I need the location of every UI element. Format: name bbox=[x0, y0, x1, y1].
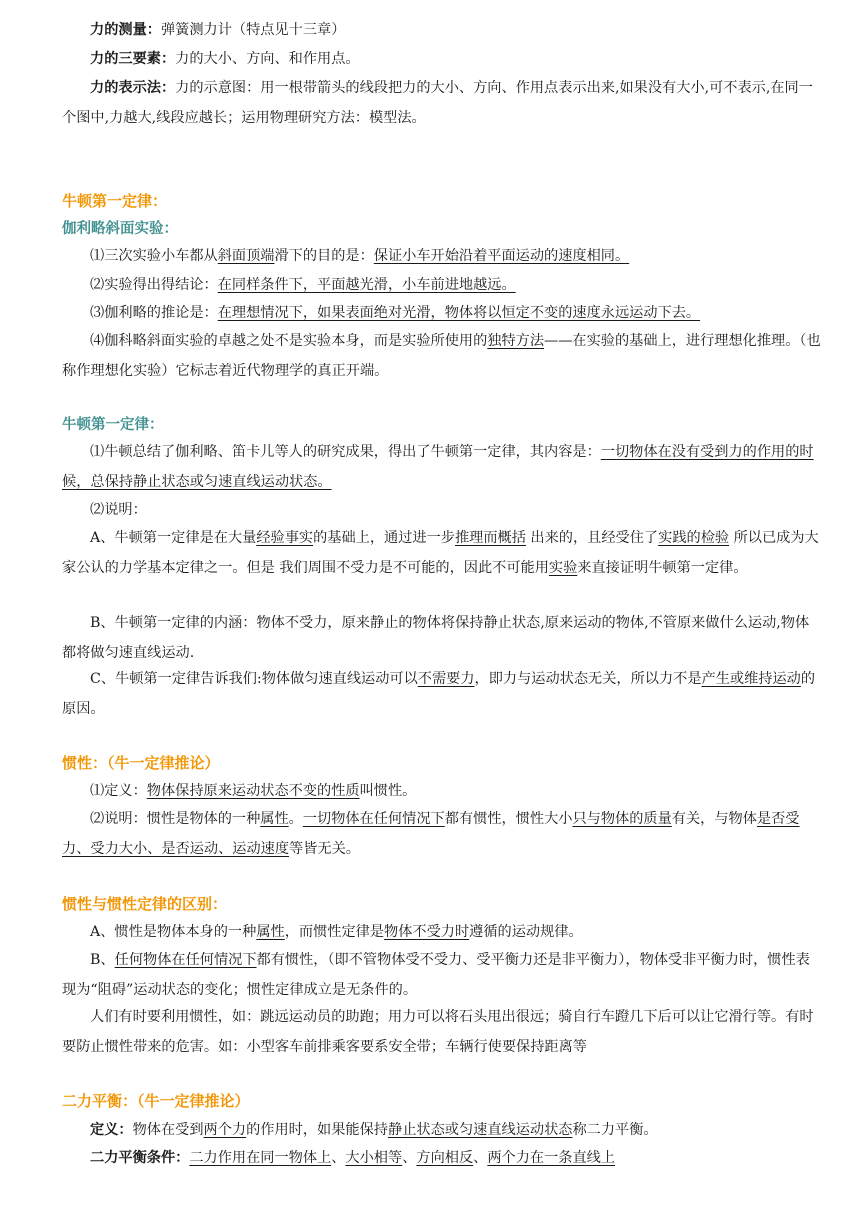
text: ，而惯性定律是 bbox=[284, 924, 385, 940]
newton-law-subheading: 牛顿第一定律： bbox=[62, 417, 164, 433]
underlined-text: 斜面顶端 bbox=[217, 248, 275, 264]
newton-law-explanation-label: ⑵说明： bbox=[90, 502, 147, 518]
force-measure-line bbox=[62, 16, 822, 46]
underlined-text: 独特方法 bbox=[487, 333, 545, 349]
galileo-heading: 伽利略斜面实验： bbox=[62, 221, 178, 237]
underlined-text: 任何物体在任何情况下 bbox=[114, 952, 257, 968]
text: A、牛顿第一定律是在大量 bbox=[90, 530, 257, 546]
text: ⑴定义： bbox=[90, 783, 147, 799]
newton-law-point-b: B、牛顿第一定律的内涵：物体不受力，原来静止的物体将保持静止状态,原来运动的物体,不管原来做什么运动,物体都将做匀速直线运动. bbox=[62, 615, 810, 661]
underlined-text: 经验事实 bbox=[256, 530, 314, 546]
underlined-text: 静止状态或匀速直线运动状态 bbox=[388, 1122, 573, 1138]
text: 都有惯性，惯性大小 bbox=[444, 811, 573, 827]
galileo-item-4 bbox=[62, 327, 822, 386]
text: 的原因。 bbox=[62, 671, 816, 717]
force-representation-paragraph bbox=[62, 74, 822, 133]
inertia-definition bbox=[62, 777, 822, 807]
underlined-text: 产生或维持运动 bbox=[701, 671, 801, 687]
underlined-text: 二力作用在同一物体上 bbox=[189, 1150, 332, 1166]
text: 有关，与物体 bbox=[671, 811, 757, 827]
underlined-text: 两个力 bbox=[203, 1122, 247, 1138]
force-representation-label: 力的表示法： bbox=[90, 80, 176, 96]
difference-point-b bbox=[62, 946, 822, 1005]
text: C、牛顿第一定律告诉我们:物体做匀速直线运动可以 bbox=[90, 671, 418, 687]
newton-first-law-heading: 牛顿第一定律： bbox=[62, 192, 168, 210]
definition-label: 定义： bbox=[90, 1122, 133, 1138]
separator: 、 bbox=[473, 1150, 488, 1166]
underlined-text: 属性 bbox=[260, 811, 289, 827]
text: 都有惯性，（即不管物体受不受力、受平衡力还是非平衡力），物体受非平衡力时，惯性表现为“阻碍”运动状态的变化；惯性定律成立是无条件的。 bbox=[62, 952, 810, 998]
text: A、惯性是物体本身的一种 bbox=[90, 924, 257, 940]
underlined-text: 方向相反 bbox=[416, 1150, 474, 1166]
newton-law-content bbox=[62, 438, 822, 497]
text: 遵循的运动规律。 bbox=[469, 924, 583, 940]
conditions-label: 二力平衡条件： bbox=[90, 1150, 190, 1166]
force-representation-text: 力的示意图：用一根带箭头的线段把力的大小、方向、作用点表示出来,如果没有大小,可不表示,在同一个图中,力越大,线段应越长；运用物理研究方法：模型法。 bbox=[62, 80, 813, 126]
text: ⑴三次实验小车都从 bbox=[90, 248, 218, 264]
force-measure-text: 弹簧测力计（特点见十三章） bbox=[160, 22, 346, 38]
underlined-text: 大小相等 bbox=[345, 1150, 403, 1166]
text: 。 bbox=[288, 811, 303, 827]
text: B、 bbox=[90, 952, 115, 968]
force-elements-label: 力的三要素： bbox=[90, 51, 176, 67]
text: 等皆无关。 bbox=[289, 840, 360, 857]
underlined-text: 属性 bbox=[256, 924, 285, 940]
text: 的基础上，通过进一步 bbox=[313, 530, 455, 546]
galileo-item-1 bbox=[62, 242, 822, 272]
inertia-explanation bbox=[62, 805, 822, 864]
text: 出来的，且经受住了 bbox=[525, 530, 659, 546]
text: ——在实验的基础上，进行理想化推理。（也称作理想化实验）它标志着近代物理学的真正开端。 bbox=[62, 333, 821, 379]
galileo-item-3 bbox=[62, 299, 822, 329]
underlined-text: 是否受力、受力大小、是否运动、运动速度 bbox=[62, 811, 800, 857]
underlined-text: 一切物体在任何情况下 bbox=[302, 811, 445, 827]
inertia-heading: 惯性：（牛一定律推论） bbox=[62, 754, 220, 772]
text: 来直接证明牛顿第一定律。 bbox=[577, 559, 748, 576]
two-force-balance-heading: 二力平衡：（牛一定律推论） bbox=[62, 1092, 250, 1110]
newton-law-point-c bbox=[62, 665, 822, 724]
text: ⑵实验得出得结论： bbox=[90, 277, 218, 293]
underlined-text: 在理想情况下，如果表面绝对光滑，物体将以恒定不变的速度永远运动下去。 bbox=[217, 305, 701, 321]
underlined-text: 在同样条件下，平面越光滑，小车前进地越远。 bbox=[217, 277, 516, 293]
balance-definition bbox=[62, 1116, 822, 1146]
inertia-applications: 人们有时要利用惯性，如：跳远运动员的助跑；用力可以将石头甩出很远；骑自行车蹬几下后可以让它滑行等。有时要防止惯性带来的危害。如：小型客车前排乘客要系安全带；车辆行使要保持距离等 bbox=[62, 1009, 814, 1055]
underlined-text: 物体不受力时 bbox=[384, 924, 470, 940]
underlined-text: 只与物体的质量 bbox=[572, 811, 672, 827]
difference-point-a bbox=[62, 918, 822, 948]
text: ⑵说明：惯性是物体的一种 bbox=[90, 811, 261, 827]
text: 物体在受到 bbox=[132, 1122, 204, 1138]
underlined-text: 推理而概括 bbox=[454, 530, 526, 546]
underlined-text: 保证小车开始沿着平面运动的速度相同。 bbox=[373, 248, 630, 264]
text: 所以已成为大家公认的力学基本定律之一。但是 我们周围不受力是不可能的，因此不可能用 bbox=[62, 530, 819, 576]
text: 滑下的目的是： bbox=[274, 248, 374, 264]
force-elements-line bbox=[62, 45, 822, 75]
text: 叫惯性。 bbox=[359, 783, 417, 799]
separator: 、 bbox=[331, 1150, 346, 1166]
text: ⑴牛顿总结了伽利略、笛卡儿等人的研究成果，得出了牛顿第一定律，其内容是： bbox=[90, 444, 601, 460]
underlined-text: 两个力在一条直线上 bbox=[487, 1150, 616, 1166]
text: ⑶伽利略的推论是： bbox=[90, 305, 218, 321]
galileo-item-2 bbox=[62, 271, 822, 301]
underlined-text: 一切物体在没有受到力的作用的时候，总保持静止状态或匀速直线运动状态。 bbox=[62, 444, 814, 490]
text: ，即力与运动状态无关，所以力不是 bbox=[474, 671, 702, 687]
force-elements-text: 力的大小、方向、和作用点。 bbox=[175, 51, 360, 67]
balance-conditions bbox=[62, 1144, 822, 1174]
underlined-text: 不需要力 bbox=[417, 671, 475, 687]
underlined-text: 物体保持原来运动状态不变的性质 bbox=[146, 783, 360, 799]
newton-law-point-a bbox=[62, 524, 822, 583]
underlined-text: 实验 bbox=[548, 559, 578, 576]
separator: 、 bbox=[402, 1150, 417, 1166]
text: ⑷伽科略斜面实验的卓越之处不是实验本身，而是实验所使用的 bbox=[90, 333, 488, 349]
text: 的作用时，如果能保持 bbox=[246, 1122, 388, 1138]
underlined-text: 实践的检验 bbox=[658, 530, 730, 546]
inertia-difference-heading: 惯性与惯性定律的区别： bbox=[62, 895, 228, 913]
force-measure-label: 力的测量： bbox=[90, 22, 161, 38]
text: 称二力平衡。 bbox=[572, 1122, 658, 1138]
